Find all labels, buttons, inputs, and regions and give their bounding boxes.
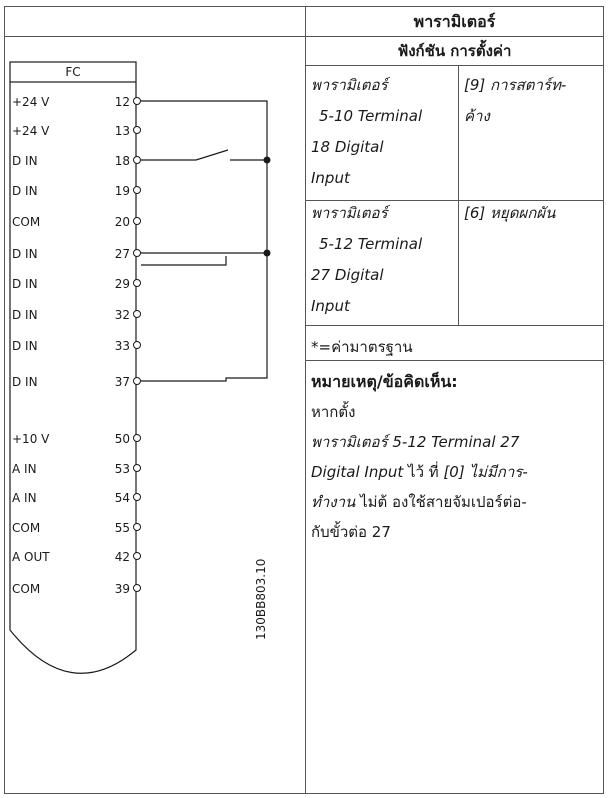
value-text: [9] การสตาร์ท- <box>464 76 567 94</box>
terminal-connector <box>134 280 141 287</box>
terminal-connector <box>134 342 141 349</box>
terminal-name: COM <box>12 215 41 229</box>
terminal-name: D IN <box>12 247 38 261</box>
terminal-number: 42 <box>114 550 130 564</box>
terminal-name: A IN <box>12 491 37 505</box>
wire-12-to-37 <box>141 101 267 381</box>
terminal-name: D IN <box>12 339 38 353</box>
note-line: กับขั้วต่อ 27 <box>311 523 391 541</box>
note-text: ไม่ต้ องใช้สายจัมเปอร์ต่อ- <box>355 493 527 511</box>
terminal-number: 54 <box>114 491 130 505</box>
value-text: [6] หยุดผกผัน <box>464 204 556 222</box>
terminal-number: 27 <box>114 247 130 261</box>
terminal-number: 20 <box>114 215 130 229</box>
note-italic: ทำงาน <box>311 493 356 511</box>
note-title: หมายเหตุ/ข้อคิดเห็น: <box>311 372 458 391</box>
terminal-name: COM <box>12 521 41 535</box>
note-text: ไว้ ที่ <box>403 463 444 481</box>
terminal-connector <box>134 553 141 560</box>
junction-dot <box>264 250 271 257</box>
terminal-name: +24 V <box>12 95 50 109</box>
switch-18 <box>141 150 228 160</box>
terminal-number: 13 <box>114 124 130 138</box>
param-label: พารามิเตอร์ <box>311 76 388 94</box>
terminal-connector <box>134 127 141 134</box>
terminal-name: +10 V <box>12 432 50 446</box>
wire-27-jumper <box>141 256 226 265</box>
terminal-name: A OUT <box>12 550 50 564</box>
figure-code: 130BB803.10 <box>254 558 268 640</box>
terminal-number: 55 <box>114 521 130 535</box>
terminal-connector <box>134 494 141 501</box>
terminal-name: D IN <box>12 154 38 168</box>
param-number: 5-10 Terminal <box>319 107 423 125</box>
terminal-number: 18 <box>114 154 130 168</box>
terminal-number: 33 <box>114 339 130 353</box>
param-number: 5-12 Terminal <box>319 235 423 253</box>
terminal-number: 39 <box>114 582 130 596</box>
table-subtitle: ฟังก์ชัน การตั้งค่า <box>397 42 512 60</box>
terminal-name: D IN <box>12 184 38 198</box>
param-name-cont: Input <box>311 297 350 315</box>
terminal-connector <box>134 98 141 105</box>
terminal-name: A IN <box>12 462 37 476</box>
terminal-name: COM <box>12 582 41 596</box>
terminal-connector <box>134 524 141 531</box>
junction-dot <box>264 157 271 164</box>
terminal-connector <box>134 435 141 442</box>
wires <box>141 101 267 381</box>
fc-label: FC <box>65 65 81 79</box>
terminal-number: 32 <box>114 308 130 322</box>
note-italic: พารามิเตอร์ 5-12 Terminal 27 <box>311 433 520 451</box>
terminal-connector <box>134 250 141 257</box>
terminal-connector <box>134 378 141 385</box>
terminal-name: D IN <box>12 308 38 322</box>
terminal-number: 50 <box>114 432 130 446</box>
note-line: หากตั้ง <box>311 403 356 421</box>
terminal-number: 37 <box>114 375 130 389</box>
terminal-connector <box>134 187 141 194</box>
terminal-connector <box>134 311 141 318</box>
value-text-cont: ค้าง <box>464 107 490 125</box>
standard-value-note: *=ค่ามาตรฐาน <box>311 338 413 356</box>
param-label: พารามิเตอร์ <box>311 204 388 222</box>
table-title: พารามิเตอร์ <box>413 12 496 31</box>
param-name-cont: Input <box>311 169 350 187</box>
terminal-number: 19 <box>114 184 130 198</box>
terminal-connector <box>134 218 141 225</box>
terminal-list <box>12 95 141 596</box>
terminal-connector <box>134 157 141 164</box>
terminal-connector <box>134 585 141 592</box>
terminal-connector <box>134 465 141 472</box>
param-name: 27 Digital <box>311 266 384 284</box>
terminal-number: 53 <box>114 462 130 476</box>
terminal-name: +24 V <box>12 124 50 138</box>
terminal-name: D IN <box>12 277 38 291</box>
terminal-name: D IN <box>12 375 38 389</box>
terminal-number: 29 <box>114 277 130 291</box>
terminal-number: 12 <box>114 95 130 109</box>
note-italic: [0] ไม่มีการ- <box>443 463 528 481</box>
param-name: 18 Digital <box>311 138 384 156</box>
note-italic: Digital Input <box>311 463 404 481</box>
